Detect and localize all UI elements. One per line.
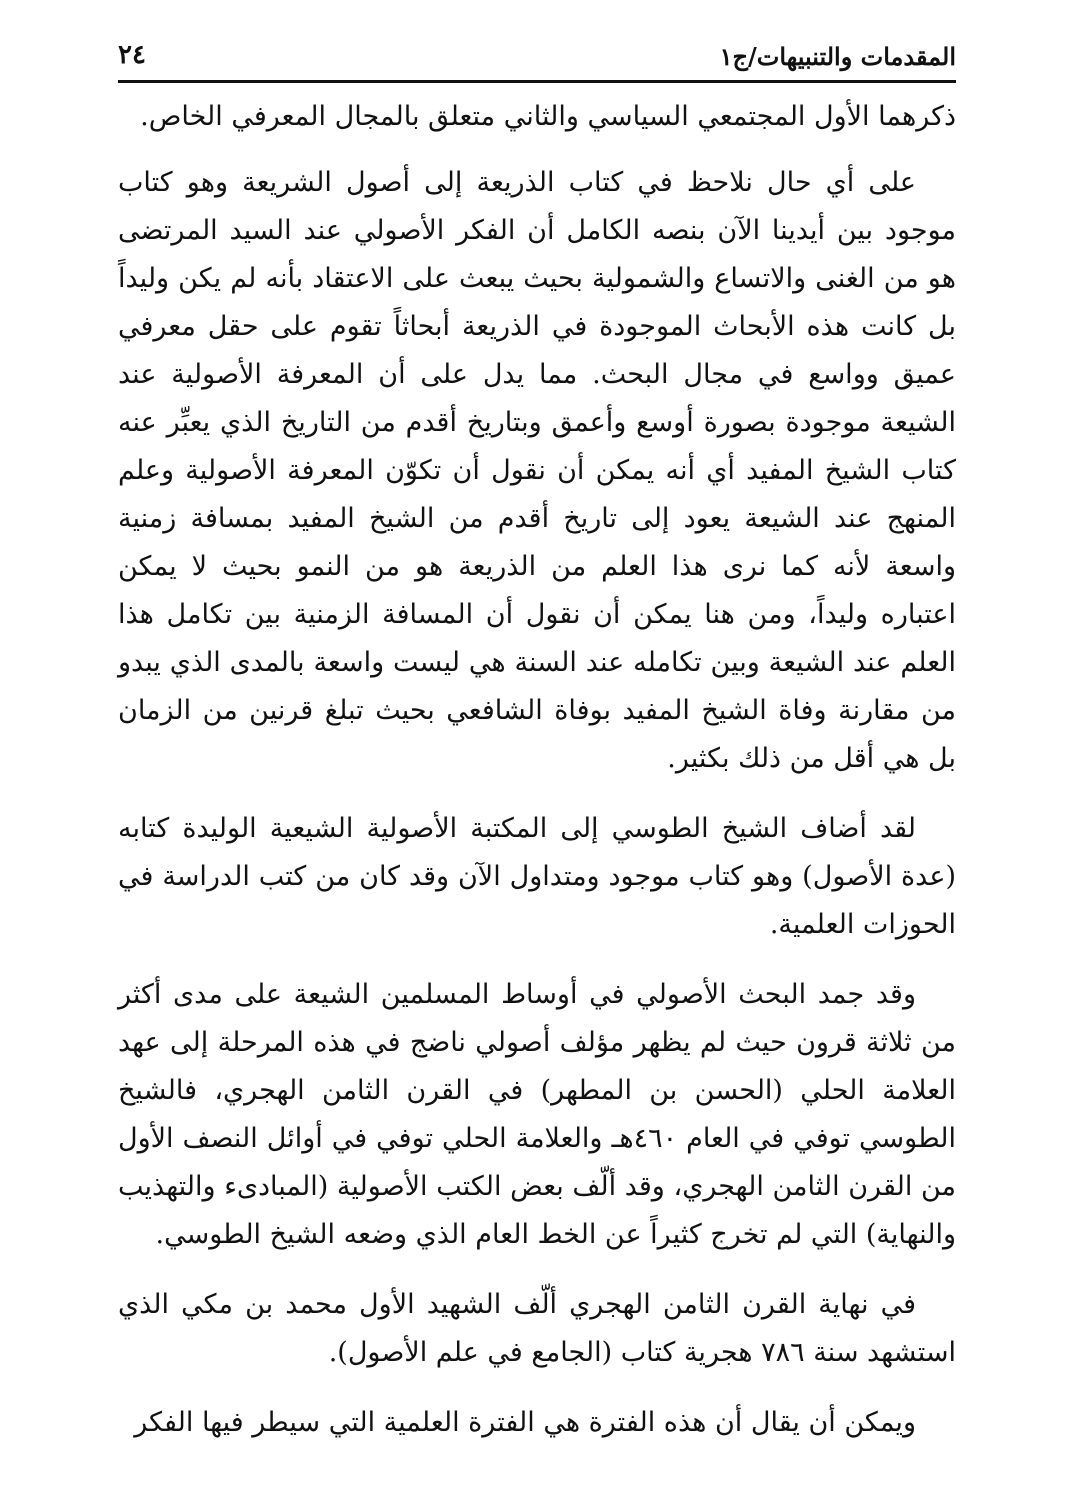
book-page [118, 28, 956, 1488]
page-number: ٢٤ [118, 40, 146, 70]
paragraph: في نهاية القرن الثامن الهجري ألّف الشهيد الأول محمد بن مكي الذي استشهد سنة ٧٨٦ هجرية كتاب (الجامع في علم الأصول). [118, 1289, 956, 1368]
paragraph: وقد جمد البحث الأصولي في أوساط المسلمين الشيعة على مدى أكثر من ثلاثة قرون حيث لم يظهر مؤلف أصولي ناضج في هذه المرحلة إلى عهد العلامة الحلي (الحسن بن المطهر) في القرن الثامن الهجري، فالشيخ الطوسي توفي في العام ٤٦٠هـ والعلامة الحلي توفي في أوائل النصف الأول من القرن الثامن الهجري، وقد ألّف بعض الكتب الأصولية (المبادىء والتهذيب والنهاية) التي لم تخرج كثيراً عن الخط العام الذي وضعه الشيخ الطوسي. [118, 979, 956, 1250]
running-header [118, 28, 956, 83]
body-text [118, 93, 956, 1447]
paragraph: على أي حال نلاحظ في كتاب الذريعة إلى أصول الشريعة وهو كتاب موجود بين أيدينا الآن بنصه الكامل أن الفكر الأصولي عند السيد المرتضى هو من الغنى والاتساع والشمولية بحيث يبعث على الاعتقاد بأنه لم يكن وليداً بل كانت هذه الأبحاث الموجودة في الذريعة أبحاثاً تقوم على حقل معرفي عميق وواسع في مجال البحث. مما يدل على أن المعرفة الأصولية عند الشيعة موجودة بصورة أوسع وأعمق وبتاريخ أقدم من التاريخ الذي يعبِّر عنه كتاب الشيخ المفيد أي أنه يمكن أن نقول أن تكوّن المعرفة الأصولية وعلم المنهج عند الشيعة يعود إلى تاريخ أقدم من الشيخ المفيد بمسافة زمنية واسعة لأنه كما نرى هذا العلم من الذريعة هو من النمو بحيث لا يمكن اعتباره وليداً، ومن هنا يمكن أن نقول أن المسافة الزمنية بين تكامل هذا العلم عند الشيعة وبين تكامله عند السنة هي ليست واسعة بالمدى الذي يبدو من مقارنة وفاة الشيخ المفيد بوفاة الشافعي بحيث تبلغ قرنين من الزمان بل هي أقل من ذلك بكثير. [118, 167, 956, 774]
running-title: المقدمات والتنبيهات/ج١ [719, 42, 956, 71]
paragraph: ذكرهما الأول المجتمعي السياسي والثاني متعلق بالمجال المعرفي الخاص. [140, 101, 956, 132]
paragraph: لقد أضاف الشيخ الطوسي إلى المكتبة الأصولية الشيعية الوليدة كتابه (عدة الأصول) وهو كتاب موجود ومتداول الآن وقد كان من كتب الدراسة في الحوزات العلمية. [118, 813, 956, 940]
paragraph: ويمكن أن يقال أن هذه الفترة هي الفترة العلمية التي سيطر فيها الفكر [134, 1407, 916, 1438]
